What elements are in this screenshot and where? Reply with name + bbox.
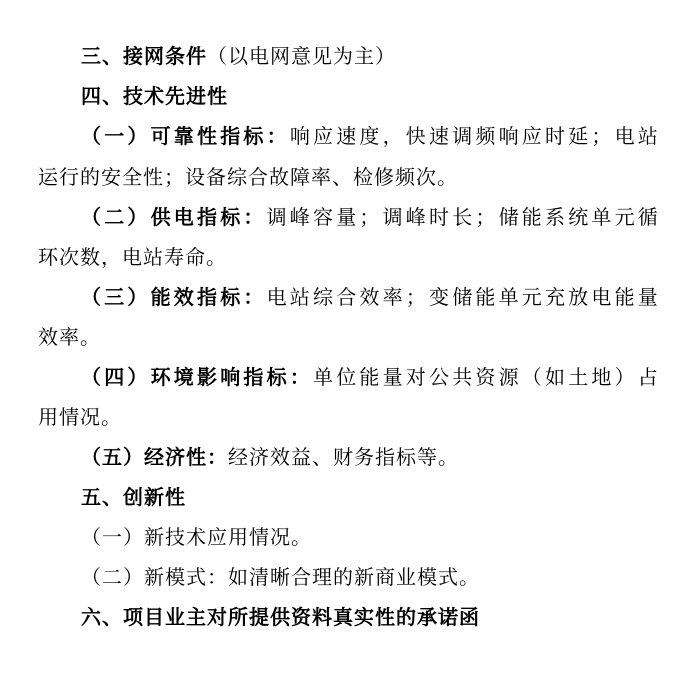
item-4-5-line bbox=[81, 443, 677, 471]
item-4-4-text-b: 用情况。 bbox=[38, 405, 122, 429]
item-5-2-line bbox=[81, 563, 677, 591]
item-5-2-text: 如清晰合理的新商业模式。 bbox=[228, 565, 480, 589]
section-3-note: （以电网意见为主） bbox=[207, 44, 396, 68]
section-3-title: 三、接网条件 bbox=[81, 44, 207, 68]
item-4-4-line-a bbox=[81, 363, 677, 391]
item-4-1-text-a: 响应速度，快速调频响应时延；电站 bbox=[289, 124, 662, 148]
section-3-line bbox=[81, 42, 677, 70]
item-4-4-text-a: 单位能量对公共资源（如土地）占 bbox=[313, 365, 661, 389]
item-4-1-line-a bbox=[81, 122, 677, 150]
item-4-1-label: （一）可靠性指标： bbox=[81, 124, 290, 148]
section-4-title: 四、技术先进性 bbox=[81, 84, 228, 108]
item-4-3-line-a bbox=[81, 283, 677, 311]
item-4-3-text-a: 电站综合效率；变储能单元充放电能量 bbox=[266, 285, 662, 309]
item-4-2-text-b: 环次数，电站寿命。 bbox=[38, 245, 227, 269]
item-5-1: （一）新技术应用情况。 bbox=[81, 525, 312, 549]
section-5-title: 五、创新性 bbox=[81, 485, 186, 509]
item-5-2-label: （二）新模式： bbox=[81, 565, 228, 589]
item-4-4-label: （四）环境影响指标： bbox=[81, 365, 313, 389]
item-4-2-label: （二）供电指标： bbox=[81, 205, 267, 229]
item-4-5-text: 经济效益、财务指标等。 bbox=[228, 445, 459, 469]
item-4-2-text-a: 调峰容量；调峰时长；储能系统单元循 bbox=[266, 205, 662, 229]
item-4-3-label: （三）能效指标： bbox=[81, 285, 267, 309]
item-4-1-text-b: 运行的安全性；设备综合故障率、检修频次。 bbox=[38, 165, 458, 189]
item-4-5-label: （五）经济性： bbox=[81, 445, 228, 469]
section-6-title: 六、项目业主对所提供资料真实性的承诺函 bbox=[81, 605, 480, 629]
item-4-2-line-a bbox=[81, 203, 677, 231]
item-4-3-text-b: 效率。 bbox=[38, 325, 101, 349]
